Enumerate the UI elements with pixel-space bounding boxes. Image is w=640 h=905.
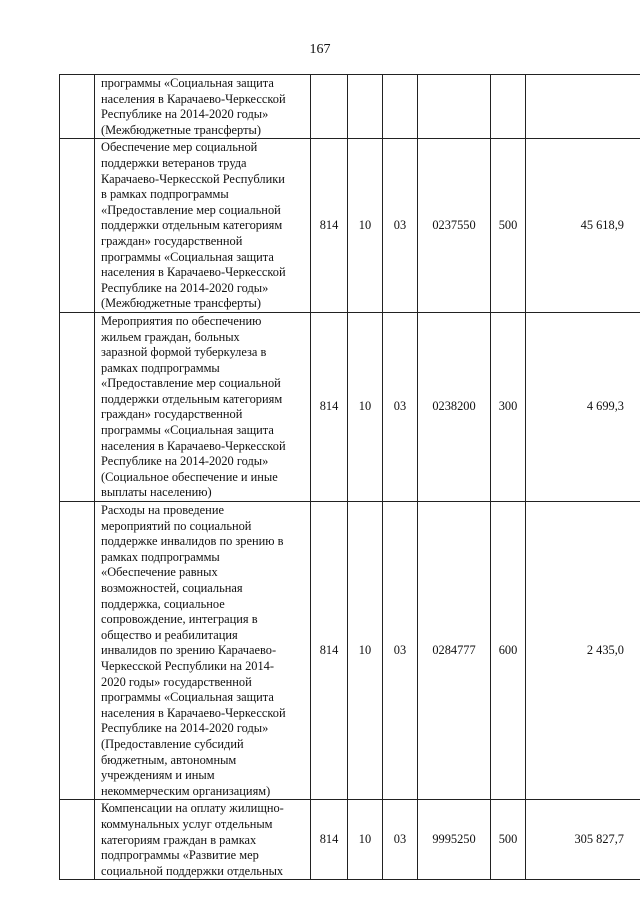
empty-cell — [60, 800, 95, 880]
table-row — [60, 139, 640, 313]
description-cell — [95, 139, 311, 313]
description-cell — [95, 800, 311, 880]
expense-type-cell: 500 — [491, 800, 526, 880]
subsection-cell: 03 — [383, 800, 418, 880]
row-description: программы «Социальная защита населения в Карачаево-Черкесской Республике на 2014-2020 годы» (Межбюджетные трансферты) — [101, 76, 286, 137]
target-cell — [418, 75, 491, 139]
subsection-cell: 03 — [383, 502, 418, 800]
empty-cell — [60, 502, 95, 800]
table-row — [60, 312, 640, 501]
table-row — [60, 502, 640, 800]
description-cell — [95, 502, 311, 800]
amount-cell — [526, 75, 640, 139]
ministry-cell: 814 — [311, 502, 348, 800]
subsection-cell — [383, 75, 418, 139]
target-cell: 0237550 — [418, 139, 491, 313]
section-cell: 10 — [348, 800, 383, 880]
expense-type-cell: 300 — [491, 312, 526, 501]
row-description: Мероприятия по обеспечению жильем граждан, больных заразной формой туберкулеза в рамках подпрограммы «Предоставление мер социальной поддержки отдельным категориям граждан» государственной программы «Социальная защита населения в Карачаево-Черкесской Республике на 2014-2020 годы» (Социальное обеспечение и иные выплаты населению) — [101, 313, 286, 500]
empty-cell — [60, 75, 95, 139]
empty-cell — [60, 312, 95, 501]
target-cell: 0238200 — [418, 312, 491, 501]
amount-cell: 45 618,9 — [526, 139, 640, 313]
page-number: 167 — [309, 42, 331, 57]
empty-cell — [60, 139, 95, 313]
row-description: Обеспечение мер социальной поддержки ветеранов труда Карачаево-Черкесской Республики в рамках подпрограммы «Предоставление мер социальной поддержки отдельным категориям граждан» государственной программы «Социальная защита населения в Карачаево-Черкесской Республике на 2014-2020 годы» (Межбюджетные трансферты) — [101, 140, 286, 311]
expense-type-cell — [491, 75, 526, 139]
table-row — [60, 800, 640, 880]
amount-cell: 4 699,3 — [526, 312, 640, 501]
ministry-cell: 814 — [311, 139, 348, 313]
subsection-cell: 03 — [383, 312, 418, 501]
table-row — [60, 75, 640, 139]
row-description: Расходы на проведение мероприятий по социальной поддержке инвалидов по зрению в рамках подпрограммы «Обеспечение равных возможностей, социальная поддержка, социальное сопровождение, интеграция в общество и реабилитация инвалидов по зрению Карачаево- Черкесской Республики на 2014- 2020 годы» государственной программы «Социальная защита населения в Карачаево-Черкесской Республике на 2014-2020 годы» (Предоставление субсидий бюджетным, автономным учреждениям и иным некоммерческим организациям) — [101, 503, 286, 798]
expense-type-cell: 500 — [491, 139, 526, 313]
target-cell: 9995250 — [418, 800, 491, 880]
amount-cell: 2 435,0 — [526, 502, 640, 800]
section-cell: 10 — [348, 502, 383, 800]
ministry-cell: 814 — [311, 312, 348, 501]
budget-table — [59, 74, 640, 880]
ministry-cell — [311, 75, 348, 139]
expense-type-cell: 600 — [491, 502, 526, 800]
row-description: Компенсации на оплату жилищно- коммунальных услуг отдельным категориям граждан в рамках подпрограммы «Развитие мер социальной поддержки отдельных — [101, 801, 284, 878]
description-cell — [95, 312, 311, 501]
ministry-cell: 814 — [311, 800, 348, 880]
target-cell: 0284777 — [418, 502, 491, 800]
section-cell: 10 — [348, 312, 383, 501]
description-cell — [95, 75, 311, 139]
section-cell: 10 — [348, 139, 383, 313]
amount-cell: 305 827,7 — [526, 800, 640, 880]
section-cell — [348, 75, 383, 139]
subsection-cell: 03 — [383, 139, 418, 313]
